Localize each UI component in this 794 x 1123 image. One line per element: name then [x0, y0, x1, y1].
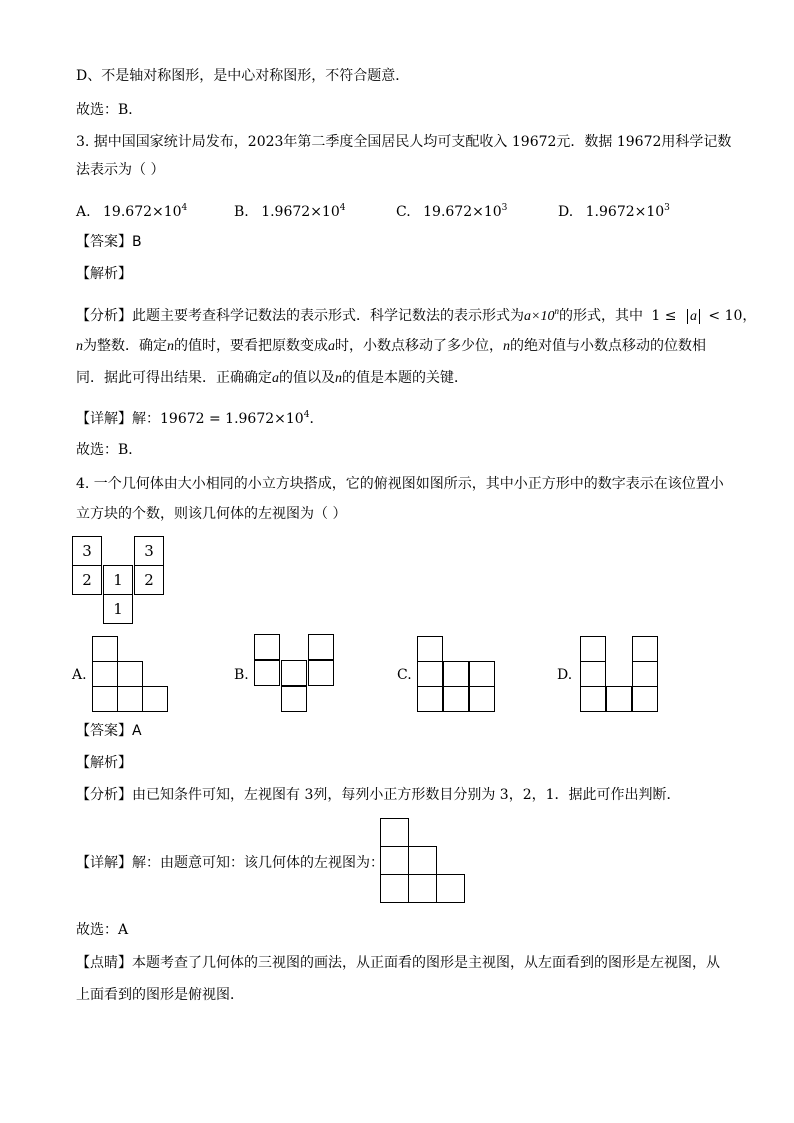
- grid-cell: 1: [103, 594, 133, 624]
- q3-option-b: [234, 198, 345, 222]
- question-3-text: 3. 据中国国家统计局发布，2023年第二季度全国居民人均可支配收入 19672元．数据 19672用科学记数: [76, 134, 732, 150]
- grid-cell: 1: [103, 565, 133, 595]
- q4-option-label: A.: [72, 667, 87, 683]
- top-view-figure: [72, 536, 166, 626]
- option-label: B.: [234, 204, 249, 220]
- question-4-text: 立方块的个数，则该几何体的左视图为（ ）: [76, 506, 347, 522]
- analysis-text: 【分析】由已知条件可知，左视图有 3列，每列小正方形数目分别为 3，2，1．据此可作出判断．: [76, 787, 681, 803]
- q4-option-label: C.: [397, 667, 412, 683]
- math-expression: a×10: [524, 309, 555, 324]
- q3-option-a: [76, 198, 187, 222]
- option-value: $1.9672\times 10^3$: [585, 203, 670, 220]
- text-line: 故选：B．: [76, 442, 143, 458]
- question-3-text: 法表示为（ ）: [76, 162, 165, 178]
- detail-text: 【详解】解：$19672 = 1.9672\times 10^4$．: [76, 410, 324, 427]
- analysis-text: n为整数．确定n的值时，要看把原数变成a时，小数点移动了多少位，n的绝对值与小数点移动的位数相: [76, 338, 706, 354]
- text-line: 故选：A: [76, 922, 129, 938]
- tip-text: 上面看到的图形是俯视图．: [76, 987, 244, 1003]
- math-abs: a: [687, 309, 700, 324]
- grid-cell: 3: [72, 536, 102, 566]
- analysis-text: 【分析】此题主要考查科学记数法的表示形式．科学记数法的表示形式为$a\times 10^n$的形式，其中 1 ≤ a < 10，: [76, 306, 757, 324]
- grid-cell: 2: [72, 565, 102, 595]
- question-4-text: 4. 一个几何体由大小相同的小立方块搭成，它的俯视图如图所示，其中小正方形中的数字表示在该位置小: [76, 476, 724, 492]
- answer-label: 【答案】B: [76, 234, 142, 250]
- option-value: $1.9672\times 10^4$: [261, 203, 346, 220]
- analysis-text: 同．据此可得出结果．正确确定a的值以及n的值是本题的关键．: [76, 370, 468, 386]
- q4-option-label: B.: [234, 667, 249, 683]
- option-label: C.: [396, 204, 411, 220]
- q4-option-label: D.: [557, 667, 573, 683]
- option-value: $19.672\times 10^3$: [423, 203, 508, 220]
- text-line: D、不是轴对称图形，是中心对称图形，不符合题意．: [76, 68, 410, 84]
- option-value: $19.672\times 10^4$: [103, 203, 188, 220]
- math-expression: 1 ≤: [651, 308, 677, 324]
- text-line: 故选：B．: [76, 102, 143, 118]
- answer-label: 【答案】A: [76, 723, 142, 739]
- analysis-label: 【解析】: [76, 266, 132, 282]
- math-expression: < 10: [708, 308, 743, 324]
- grid-cell: 2: [134, 565, 164, 595]
- option-label: A.: [76, 204, 91, 220]
- detail-text: 【详解】解：由题意可知：该几何体的左视图为：: [76, 855, 384, 871]
- analysis-label: 【解析】: [76, 755, 132, 771]
- grid-cell: 3: [134, 536, 164, 566]
- option-label: D.: [558, 204, 574, 220]
- tip-text: 【点睛】本题考查了几何体的三视图的画法，从正面看的图形是主视图，从左面看到的图形是左视图，从: [76, 955, 720, 971]
- q3-option-d: [558, 198, 670, 222]
- q3-option-c: [396, 198, 507, 222]
